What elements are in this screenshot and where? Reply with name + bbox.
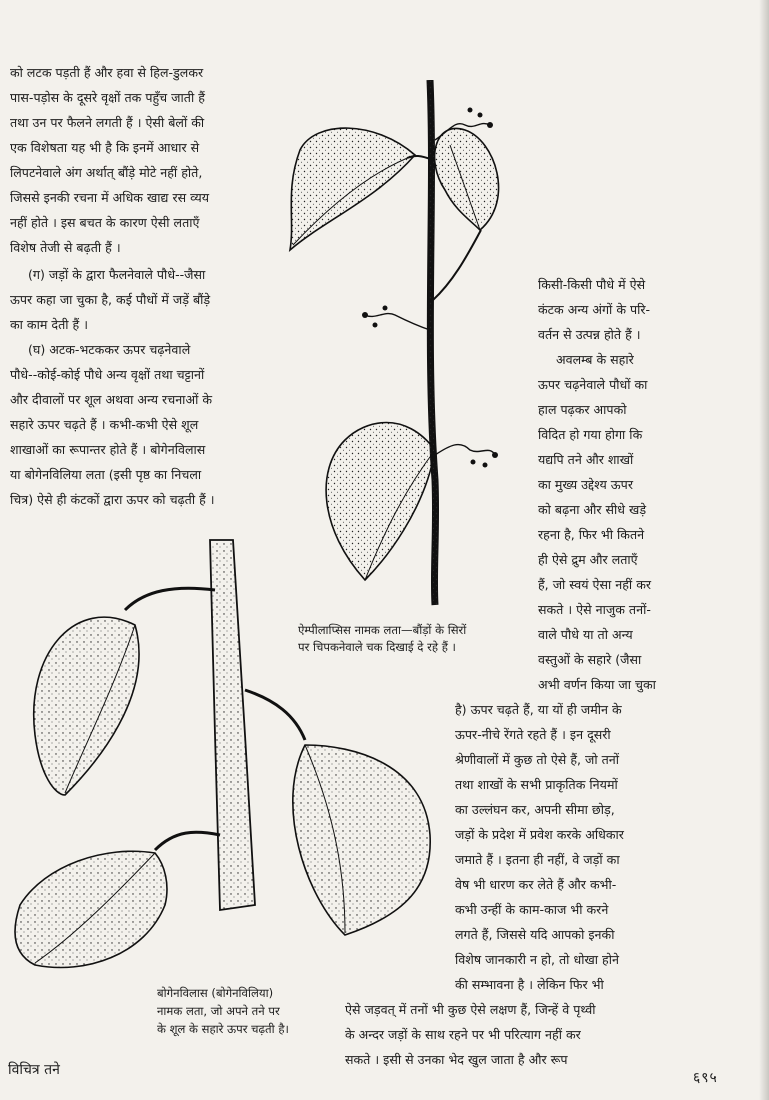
text-line: का मुख्य उद्देश्य ऊपर <box>538 477 633 492</box>
text-line: जड़ों के प्रदेश में प्रवेश करके अधिकार <box>455 827 624 842</box>
text-line: को बढ़ना और सीधे खड़े <box>538 502 647 517</box>
text-line: है) ऊपर चढ़ते हैं, या यों ही जमीन के <box>455 702 622 717</box>
text-line: ही ऐसे द्रुम और लताएँ <box>538 552 638 567</box>
text-line: अभी वर्णन किया जा चुका <box>538 677 656 692</box>
text-line: विशेष जानकारी न हो, तो धोखा होने <box>455 952 619 967</box>
page-number: ६९५ <box>693 1070 718 1086</box>
text-line: विशेष तेजी से बढ़ती हैं । <box>10 240 121 255</box>
text-line: जमाते हैं । इतना ही नहीं, वे जड़ों का <box>455 852 620 867</box>
figure-caption-top-line: पर चिपकनेवाले चक दिखाई दे रहे हैं । <box>298 640 456 654</box>
text-line: वस्तुओं के सहारे (जैसा <box>538 652 642 667</box>
ampelopsis-vine-illustration <box>285 80 515 610</box>
text-line: चित्र) ऐसे ही कंटकों द्वारा ऊपर को चढ़ती हैं । <box>10 492 215 507</box>
text-line: सकते । ऐसे नाजुक तनों- <box>538 602 651 617</box>
text-line: किसी-किसी पौधे में ऐसे <box>538 277 646 292</box>
text-line: यद्यपि तने और शाखों <box>538 452 634 467</box>
text-line: श्रेणीवालों में कुछ तो ऐसे हैं, जो तनों <box>455 752 620 767</box>
text-line: विदित हो गया होगा कि <box>538 427 643 442</box>
text-line: एक विशेषता यह भी है कि इनमें आधार से <box>10 140 200 155</box>
text-line: का काम देती हैं । <box>10 317 88 332</box>
running-footer-title: विचित्र तने <box>8 1062 60 1078</box>
text-line: को लटक पड़ती हैं और हवा से हिल-डुलकर <box>10 65 204 80</box>
text-line: वर्तन से उत्पन्न होते हैं । <box>538 327 641 342</box>
text-line: का उल्लंघन कर, अपनी सीमा छोड़, <box>455 802 615 817</box>
text-line: सहारे ऊपर चढ़ते हैं । कभी-कभी ऐसे शूल <box>10 417 199 432</box>
text-line: रहना है, फिर भी कितने <box>538 527 645 542</box>
text-line: कभी उन्हीं के काम-काज भी करने <box>455 902 609 917</box>
text-line: ऊपर कहा जा चुका है, कई पौधों में जड़ें बौंड़े <box>10 292 211 307</box>
text-line: पौधे--कोई-कोई पौधे अन्य वृक्षों तथा चट्टानों <box>10 367 205 382</box>
text-line: शाखाओं का रूपान्तर होते हैं । बोगेनविलास <box>10 442 206 457</box>
text-line: लिपटनेवाले अंग अर्थात् बौंड़े मोटे नहीं होते, <box>10 165 203 180</box>
text-line: या बोगेनविलिया लता (इसी पृष्ठ का निचला <box>10 467 202 482</box>
text-line: हाल पढ़कर आपको <box>538 402 627 417</box>
page-edge-shadow <box>759 0 769 1100</box>
text-line: लगते हैं, जिससे यदि आपको इनकी <box>455 927 615 942</box>
text-line: वाले पौधे या तो अन्य <box>538 627 633 642</box>
text-line: नहीं होते । इस बचत के कारण ऐसी लताएँ <box>10 215 200 230</box>
text-line: की सम्भावना है । लेकिन फिर भी <box>455 977 604 992</box>
figure-caption-bottom-line: बोगेनविलास (बोगेनविलिया) <box>157 986 274 1000</box>
text-line: हैं, जो स्वयं ऐसा नहीं कर <box>538 577 652 592</box>
text-line: ऐसे जड़वत् में तनों भी कुछ ऐसे लक्षण हैं, जिन्हें वे पृथ्वी <box>345 1002 596 1017</box>
text-line: पास-पड़ोस के दूसरे वृक्षों तक पहुँच जाती हैं <box>10 90 205 105</box>
text-line: अवलम्ब के सहारे <box>556 352 634 367</box>
text-line: (ग) जड़ों के द्वारा फैलनेवाले पौधे--जैसा <box>28 267 206 282</box>
text-line: ऊपर-नीचे रेंगते रहते हैं । इन दूसरी <box>455 727 611 742</box>
text-line: के अन्दर जड़ों के साथ रहने पर भी परित्याग नहीं कर <box>345 1027 581 1042</box>
text-line: वेष भी धारण कर लेते हैं और कभी- <box>455 877 617 892</box>
text-line: और दीवालों पर शूल अथवा अन्य रचनाओं के <box>10 392 212 407</box>
figure-caption-top-line: ऐम्पीलाप्सिस नामक लता—बौंड़ों के सिरों <box>298 623 467 637</box>
text-line: तथा उन पर फैलने लगती हैं । ऐसी बेलों की <box>10 115 205 130</box>
bougainvillea-illustration <box>5 535 445 980</box>
text-line: जिससे इनकी रचना में अधिक खाद्य रस व्यय <box>10 190 210 205</box>
text-line: सकते । इसी से उनका भेद खुल जाता है और रूप <box>345 1052 568 1067</box>
text-line: (घ) अटक-भटककर ऊपर चढ़नेवाले <box>28 342 191 357</box>
text-line: तथा शाखों के सभी प्राकृतिक नियमों <box>455 777 618 792</box>
figure-caption-bottom-line: के शूल के सहारे ऊपर चढ़ती है। <box>157 1022 289 1036</box>
text-line: कंटक अन्य अंगों के परि- <box>538 302 651 317</box>
figure-caption-bottom-line: नामक लता, जो अपने तने पर <box>157 1004 280 1018</box>
text-line: ऊपर चढ़नेवाले पौधों का <box>538 377 648 392</box>
